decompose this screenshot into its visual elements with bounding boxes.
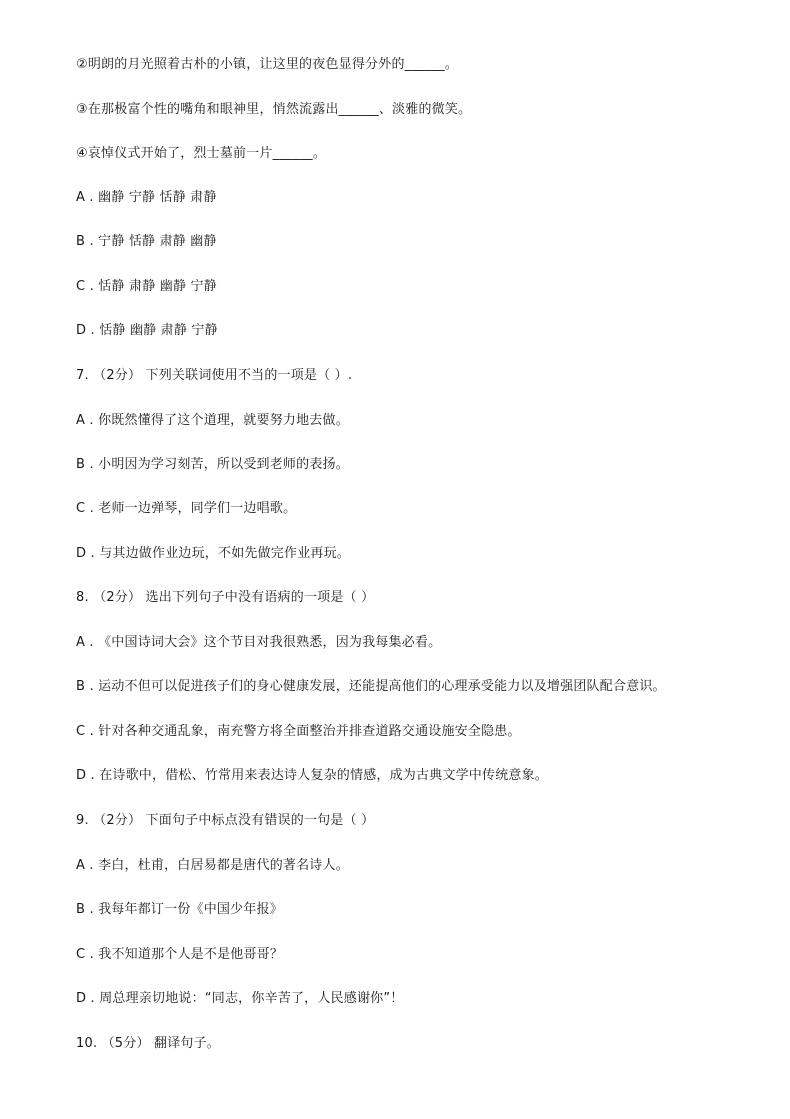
question-6-sentence-4: ④哀悼仪式开始了，烈士墓前一片______。 [76,146,327,161]
question-6-option-a: A . 幽静 宁静 恬静 肃静 [76,190,217,205]
question-6-sentence-2: ②明朗的月光照着古朴的小镇，让这里的夜色显得分外的______。 [76,57,459,72]
question-9-option-d: D . 周总理亲切地说：“同志，你辛苦了，人民感谢你”！ [76,991,404,1006]
question-8-option-c: C . 针对各种交通乱象，南充警方将全面整治并排查道路交通设施安全隐患。 [76,724,521,739]
question-7-option-b: B . 小明因为学习刻苦，所以受到老师的表扬。 [76,457,349,472]
question-7-stem: 7. （2分） 下列关联词使用不当的一项是（ ）. [76,368,353,383]
question-6-sentence-3: ③在那极富个性的嘴角和眼神里，悄然流露出______、淡雅的微笑。 [76,102,472,117]
question-8-option-a: A . 《中国诗词大会》这个节目对我很熟悉，因为我每集必看。 [76,635,442,650]
question-9-option-c: C . 我不知道那个人是不是他哥哥？ [76,947,284,962]
question-6-option-d: D . 恬静 幽静 肃静 宁静 [76,323,218,338]
question-6-option-c: C . 恬静 肃静 幽静 宁静 [76,279,217,294]
question-9-option-a: A . 李白，杜甫，白居易都是唐代的著名诗人。 [76,858,349,873]
question-7-option-c: C . 老师一边弹琴，同学们一边唱歌。 [76,501,297,516]
question-7-option-d: D . 与其边做作业边玩，不如先做完作业再玩。 [76,546,351,561]
question-8-option-d: D . 在诗歌中，借松、竹常用来表达诗人复杂的情感，成为古典文学中传统意象。 [76,768,549,783]
question-8-option-b: B . 运动不但可以促进孩子们的身心健康发展，还能提高他们的心理承受能力以及增强团队配合意识。 [76,679,666,694]
question-7-option-a: A . 你既然懂得了这个道理，就要努力地去做。 [76,413,349,428]
question-10-stem: 10. （5分） 翻译句子。 [76,1036,221,1051]
question-6-option-b: B . 宁静 恬静 肃静 幽静 [76,234,217,249]
question-8-stem: 8. （2分） 选出下列句子中没有语病的一项是（ ） [76,590,375,605]
question-9-option-b: B . 我每年都订一份《中国少年报》 [76,902,283,917]
question-9-stem: 9. （2分） 下面句子中标点没有错误的一句是（ ） [76,813,375,828]
